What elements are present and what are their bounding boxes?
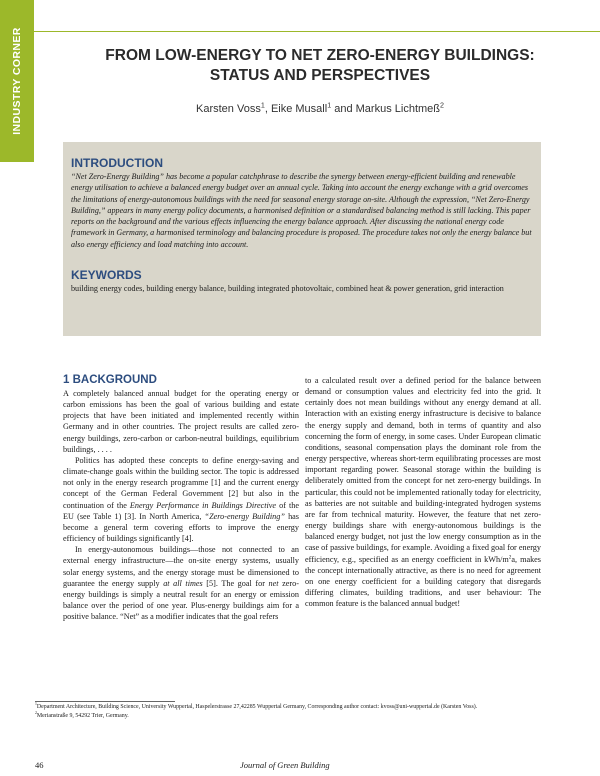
- background-paragraph-continued: to a calculated result over a defined period for the balance between demand or consumption values and electricity fed into the grid. It certainly does not mean buildings without any energy demand at all. Interaction with an existing energy infrastructure is decisive to balance the energy supply and demand, both in terms of quantity and also concerning the form of energy, in some cases. Under European climatic conditions, seasonal compensation plays the dominant role from the energy perspective, whereas short-term equilibrating processes are most important regarding power. Seasonal storage within the building is deliberately omitted from the concept for net zero-energy buildings. In particular, this could not be implemented rationally today for electricity, as batteries are not suitable and building-integrated hydrogen systems are far from technical maturity. However, the feature that net zero-energy buildings share with energy-autonomous buildings is the balanced energy budget, not just the low energy consumption as in the case of passive buildings, for example. Avoiding a fixed goal for energy efficiency, e.g., specified as an energy coefficient in kWh/$m^2a$, makes the concept internationally attractive, as there is no need for agreement on one energy coefficient for a building category that disregards differing climates, building traditions, and user behaviour: The common feature is the balanced annual budget!: [305, 376, 541, 609]
- keywords-heading: KEYWORDS: [71, 268, 142, 283]
- author-affiliation-mark: 1: [327, 101, 332, 110]
- industry-corner-label: INDUSTRY CORNER: [11, 27, 23, 135]
- author-separator: ,: [264, 103, 271, 115]
- background-paragraph-2: Politics has adopted these concepts to define energy-saving and climate-change goals within the building sector. The topic is addressed not only in the energy research programme [1] and the current energy concept of the German Federal Government [2] but also in the continuation of the Energy Performance in Buildings Directive of the EU (see Table 1) [3]. In North America, “Zero-energy Building” has become a general term covering efforts to improve the energy efficiency of buildings significantly [4].: [63, 455, 299, 544]
- author-name: Karsten Voss: [196, 103, 261, 115]
- author-affiliation-mark: 1: [260, 101, 265, 110]
- footnote-rule: [35, 701, 175, 702]
- title-line-1: FROM LOW-ENERGY TO NET ZERO-ENERGY BUILDINGS:: [105, 47, 535, 64]
- page-number: 46: [35, 760, 44, 770]
- background-paragraph-1: A completely balanced annual budget for the operating energy or carbon emissions has been the goal of various building and estate projects that have been initiated and implemented recently within Germany and in other countries. The project results are called zero-energy buildings, zero-carbon or carbon-neutral buildings, equilibrium buildings, . . . .: [63, 389, 299, 454]
- author-name: Markus Lichtmeß: [355, 103, 440, 115]
- footnotes: [35, 703, 545, 722]
- header-rule: [34, 31, 600, 32]
- background-heading: 1 BACKGROUND: [63, 374, 157, 386]
- body-column-left: [63, 373, 299, 622]
- author-separator: and: [331, 103, 356, 115]
- journal-name: Journal of Green Building: [240, 760, 330, 770]
- author-name: Eike Musall: [270, 103, 328, 115]
- author-list: [60, 103, 580, 115]
- article-title: [60, 46, 580, 86]
- footnote: $^2$Merianstraße 9, 54292 Trier, Germany.: [35, 711, 129, 720]
- footnote: $^1$Department Architecture, Building Science, University Wuppertal, Haspelerstrasse 27,42285 Wuppertal Germany, Corresponding author contact: kvoss@uni-wuppertal.de (Karsten Voss).: [35, 702, 478, 710]
- keywords-text: building energy codes, building energy balance, building integrated photovoltaic, combined heat & power generation, grid interaction: [71, 284, 504, 294]
- introduction-heading: INTRODUCTION: [71, 156, 163, 170]
- introduction-text: “Net Zero-Energy Building” has become a popular catchphrase to describe the synergy between energy-efficient building and renewable energy utilisation to achieve a balanced energy budget over an annual cycle. Taking into account the energy exchange with a grid overcomes the limitations of energy-autonomous buildings with the need for seasonal energy storage on-site. Although the expression, “Net Zero-Energy Building,” appears in many energy policy documents, a harmonised definition or a standardised balancing method is still lacking. This paper reports on the background and the various effects influencing the energy balance approach. After discussing the national energy code framework in Germany, a harmonised terminology and balancing procedure is proposed. The procedure takes not only the energy balance but also energy efficiency and load matching into account.: [71, 172, 532, 249]
- background-paragraph-3: In energy-autonomous buildings—those not connected to an external energy infrastructure—the on-site energy systems, usually solar energy systems, and the energy storage must be dimensioned to guarantee the energy supply at all times [5]. The goal for net zero-energy buildings is simply a neutral result for an energy or emission balance over the period of one year. Plus-energy buildings aim for a positive balance. “Net” as a modifier indicates that the goal refers: [63, 545, 299, 622]
- abstract-box: [63, 142, 541, 336]
- industry-corner-tab: [0, 0, 34, 162]
- title-line-2: STATUS AND PERSPECTIVES: [209, 67, 431, 84]
- author-affiliation-mark: 2: [440, 101, 444, 110]
- body-column-right: [305, 375, 541, 609]
